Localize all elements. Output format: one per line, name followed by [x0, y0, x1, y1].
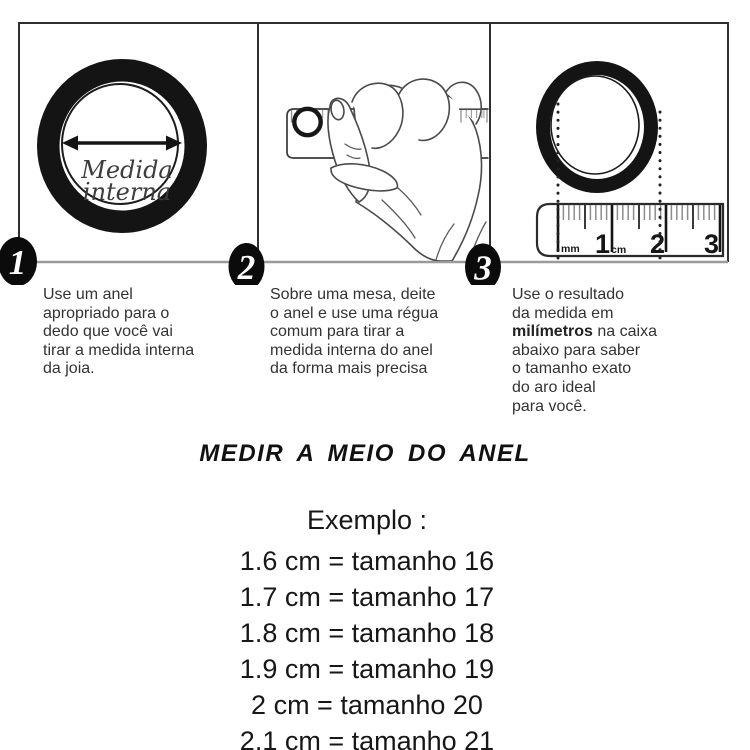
example-row: 2 cm = tamanho 20 [251, 690, 483, 720]
example-row: 1.8 cm = tamanho 18 [239, 618, 495, 648]
cm-ruler-icon [537, 204, 723, 259]
step-3-line: o tamanho exato [512, 360, 632, 378]
panel-2-hand-ruler-diagram [287, 79, 489, 261]
hand-icon [328, 79, 486, 261]
step-3-text [512, 286, 657, 416]
step-3-line: da medida em [512, 304, 614, 322]
step-3-number: 3 [474, 248, 492, 285]
examples-heading: Exemplo : [306, 505, 428, 535]
ring-inner-measure-label-line2: interna [82, 178, 172, 206]
step-3-badge [465, 244, 501, 286]
step-1-line: dedo que você vai [43, 323, 173, 341]
instruction-panels-art [0, 0, 750, 285]
step-1-line: apropriado para o [43, 304, 170, 322]
example-row: 1.7 cm = tamanho 17 [239, 582, 495, 612]
step-3-line-rest: na caixa [592, 323, 657, 341]
ruler-1-label: 1 [595, 229, 611, 259]
page-title: MEDIR A MEIO DO ANEL [199, 440, 531, 467]
ring-icon [536, 61, 658, 193]
ruler-cm-label: cm [611, 244, 627, 256]
step-1-badge [0, 237, 37, 285]
ring-icon [37, 59, 207, 233]
ruler-3-label: 3 [704, 229, 720, 259]
step-2-text [270, 286, 438, 379]
step-3-line: Use o resultado [512, 286, 625, 303]
step-2-line: Sobre uma mesa, deite [270, 286, 436, 303]
panel-3-measurement-diagram [536, 61, 723, 259]
millimeters-emphasis: milímetros [512, 323, 593, 341]
ruler-mm-label: mm [561, 243, 580, 255]
example-row: 1.6 cm = tamanho 16 [239, 546, 495, 576]
step-1-line: tirar a medida interna [43, 341, 195, 359]
step-2-line: comum para tirar a [270, 323, 405, 341]
step-2-line: o anel e use uma régua [270, 304, 439, 322]
small-ring-icon [294, 109, 320, 135]
panel-1-ring-diagram [37, 59, 207, 233]
step-1-line: da joia. [43, 360, 95, 378]
step-3-line: do aro ideal [512, 378, 596, 396]
step-2-badge [229, 243, 265, 285]
step-2-number: 2 [237, 248, 256, 285]
example-row: 1.9 cm = tamanho 19 [239, 654, 495, 684]
step-3-line [512, 323, 657, 342]
step-1-text [43, 286, 194, 379]
ruler-2-label: 2 [650, 229, 666, 259]
step-3-line: abaixo para saber [512, 341, 641, 359]
step-1-number: 1 [8, 243, 27, 282]
step-2-line: medida interna do anel [270, 341, 433, 359]
step-1-line: Use um anel [43, 286, 133, 303]
size-examples [0, 502, 734, 750]
step-3-line: para você. [512, 397, 587, 415]
step-2-line: da forma mais precisa [270, 360, 428, 378]
ring-inner-measure-label-line1: Medida [81, 156, 173, 184]
example-row: 2.1 cm = tamanho 21 [239, 726, 495, 750]
